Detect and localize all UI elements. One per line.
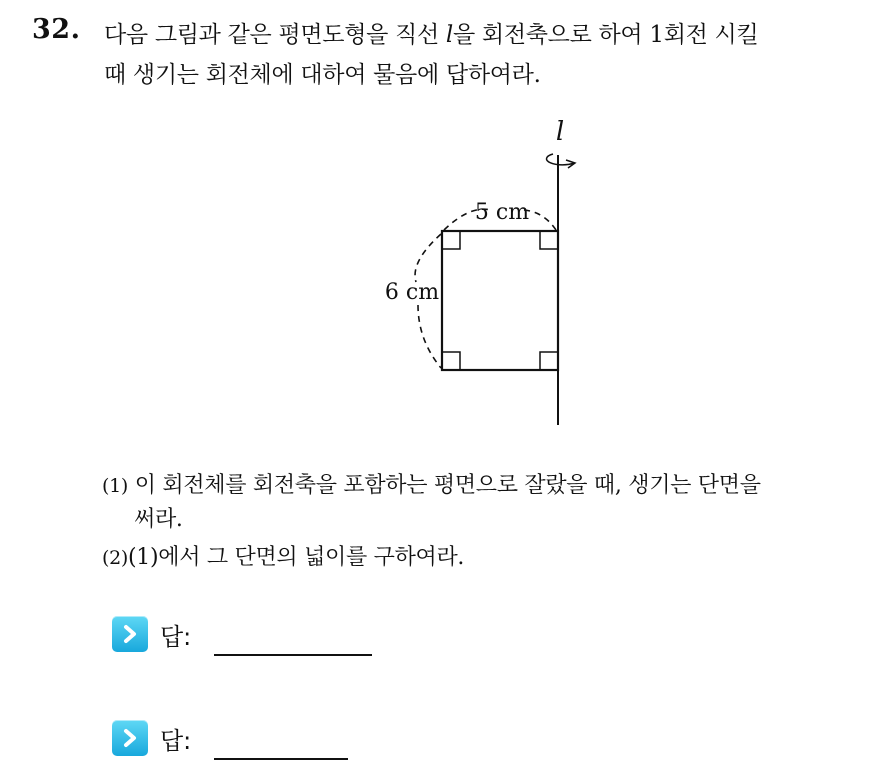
right-angle-marks: [442, 231, 558, 370]
subquestion-2: [102, 540, 464, 571]
answer-row-1: [112, 614, 191, 654]
axis-label: l: [555, 117, 565, 147]
question-text-line-1: [104, 16, 758, 49]
subquestion-1-continued: 써라.: [134, 507, 183, 532]
side-length-label: 6 cm: [384, 280, 440, 305]
chevron-right-icon: [112, 616, 148, 652]
top-length-label: 5 cm: [474, 200, 530, 225]
side-dimension-arc-lower: [418, 305, 441, 368]
answer-label: 답:: [160, 726, 192, 755]
answer-blank-1[interactable]: [214, 654, 372, 656]
axis-variable: l: [445, 22, 453, 48]
answer-blank-2[interactable]: [214, 758, 348, 760]
subquestion-2-text: (1)에서 그 단면의 넓이를 구하여라.: [128, 545, 465, 570]
question-number: 32.: [32, 14, 81, 45]
question-text-line-2: 때 생기는 회전체에 대하여 물음에 답하여라.: [104, 62, 541, 88]
answer-row-2: [112, 718, 191, 758]
answer-label: 답:: [160, 622, 192, 651]
chevron-right-icon: [112, 720, 148, 756]
subquestion-1: [102, 468, 761, 499]
rotation-arrow-icon: [547, 154, 575, 168]
question-text-before: 다음 그림과 같은 평면도형을 직선: [104, 22, 446, 48]
subquestion-1-text: 이 회전체를 회전축을 포함하는 평면으로 잘랐을 때, 생기는 단면을: [134, 473, 761, 498]
side-dimension-arc: [415, 234, 441, 282]
question-text-after: 을 회전축으로 하여 1회전 시킬: [452, 22, 759, 48]
subquestion-1-mark: (1): [102, 475, 129, 497]
top-dimension-arc: [444, 209, 491, 230]
top-dimension-arc-right: [524, 210, 556, 230]
rectangle-shape: [442, 231, 558, 370]
subquestion-2-mark: (2): [102, 547, 129, 569]
